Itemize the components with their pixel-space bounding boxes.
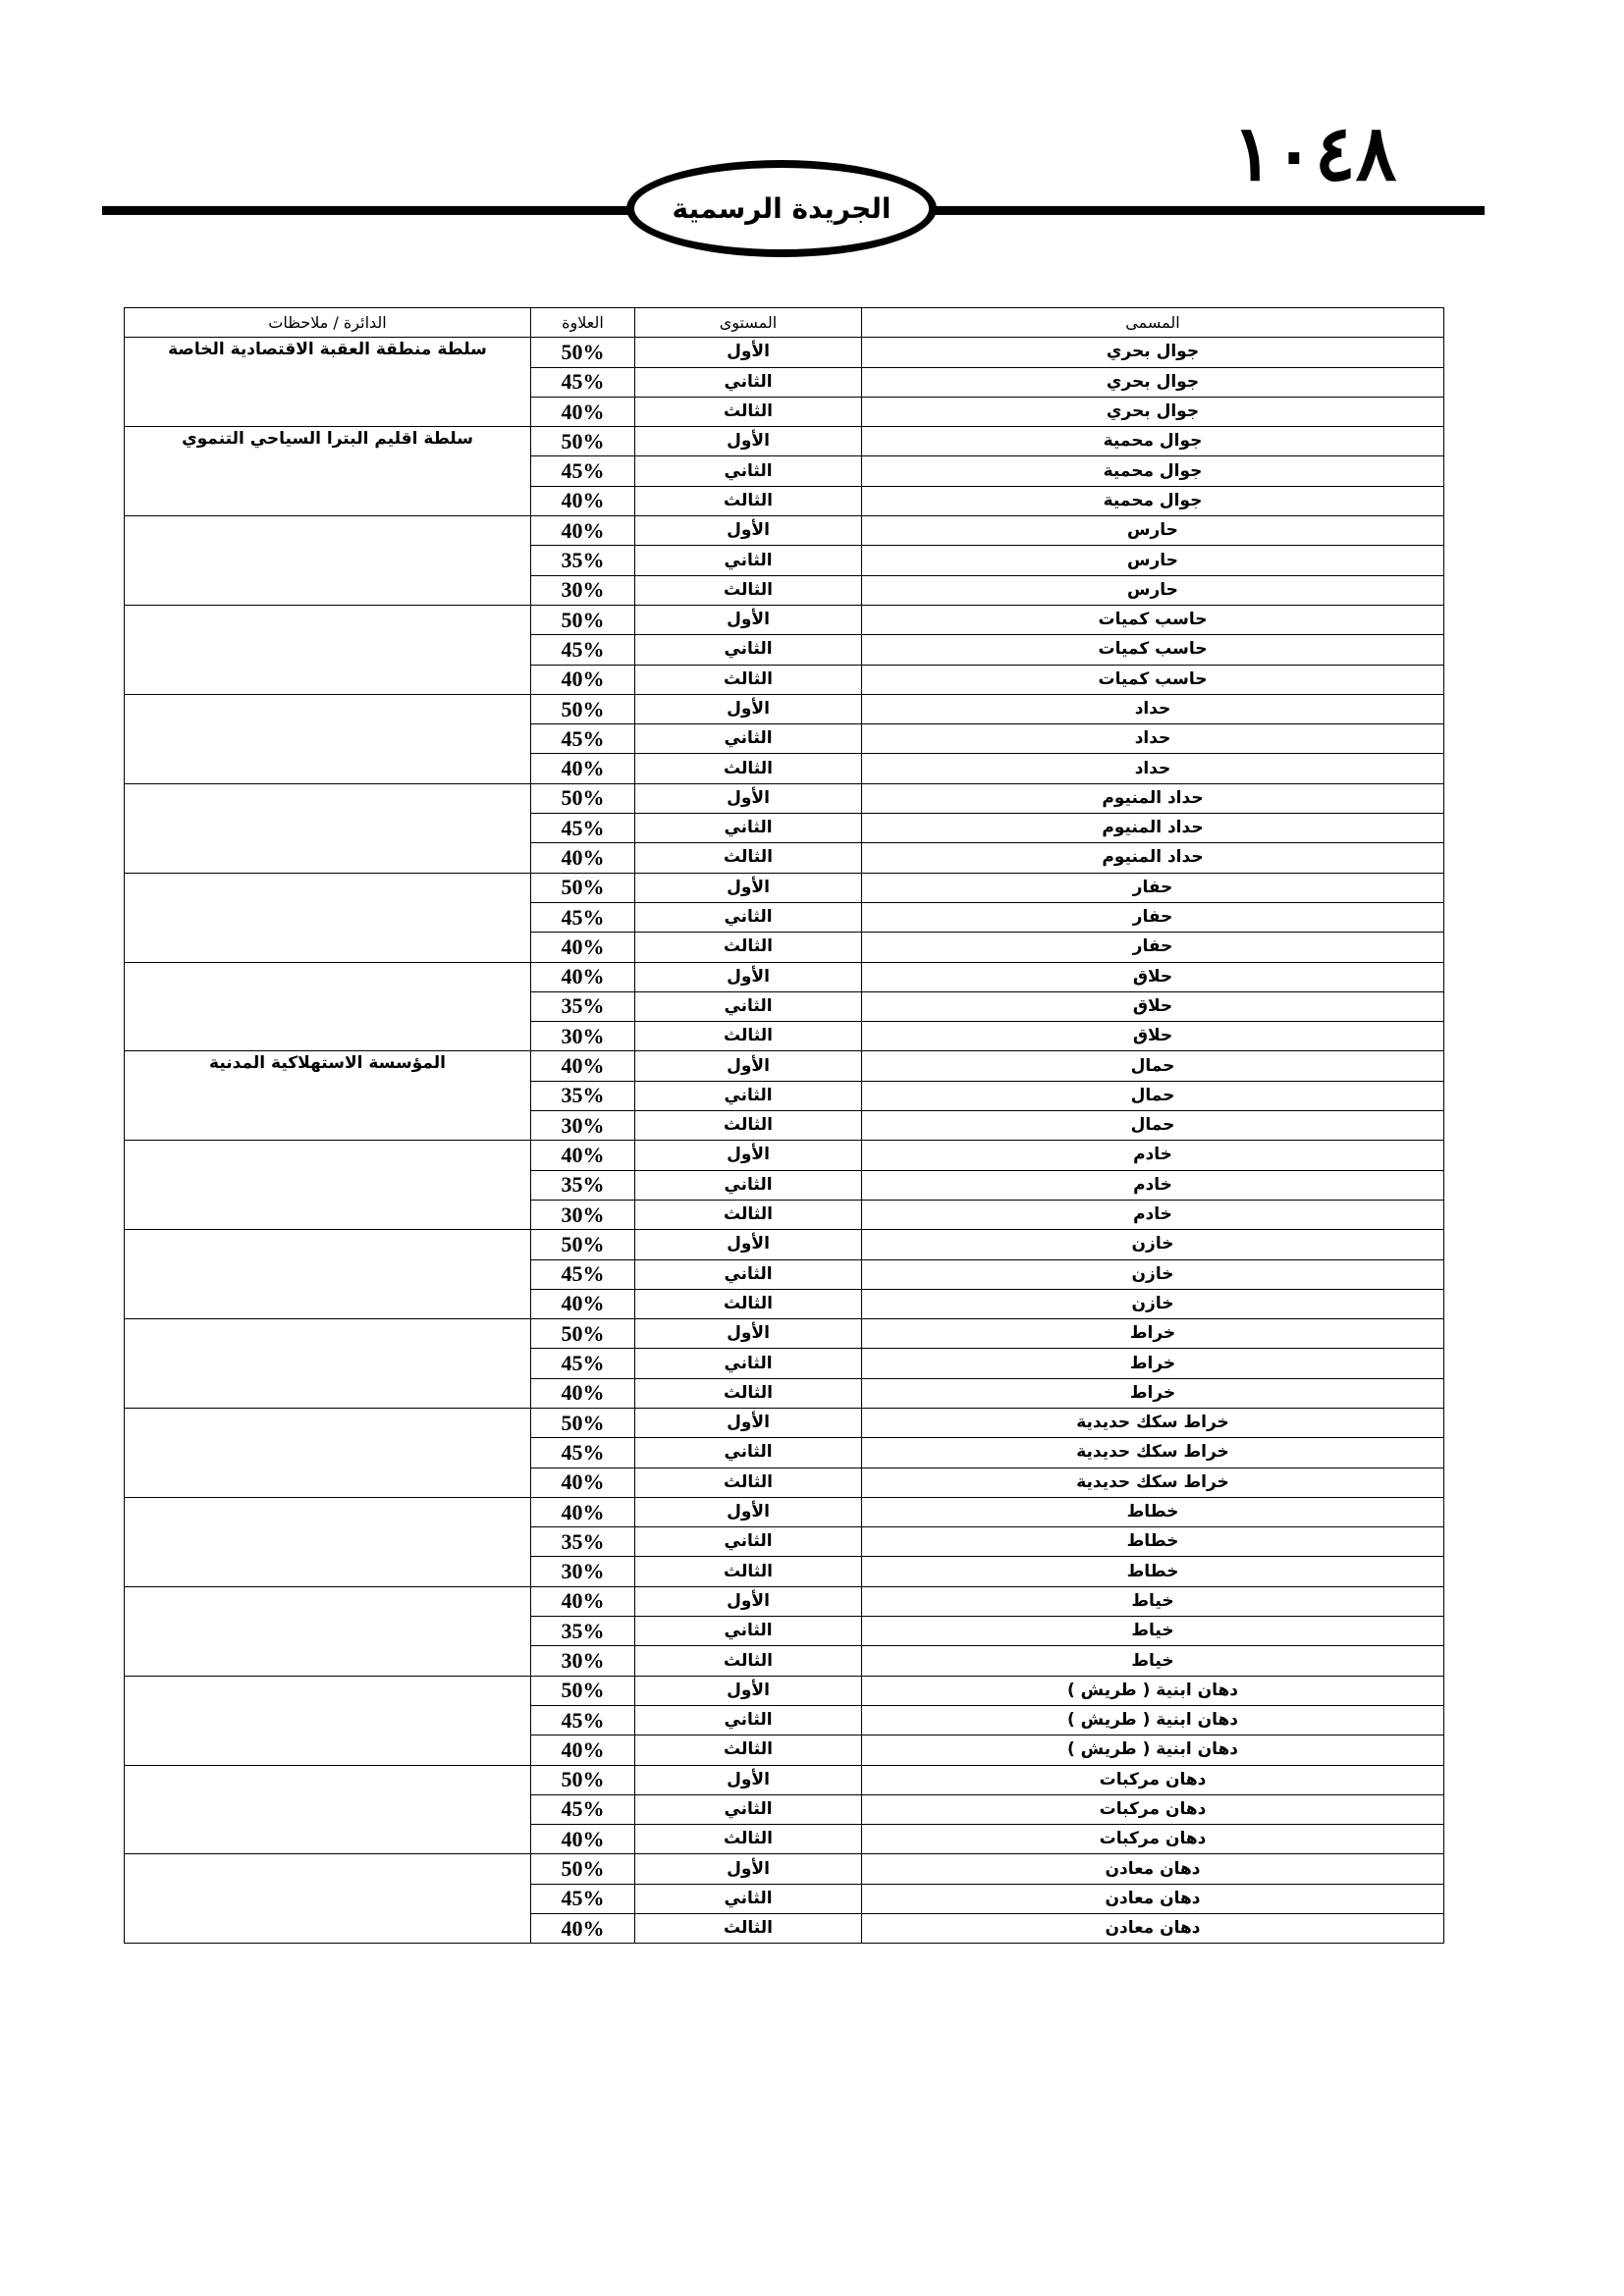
page-number: ١٠٤٨ [1232,109,1397,198]
allowance-cell: 50% [531,338,635,367]
level-cell: الثاني [635,1705,862,1735]
department-cell [125,694,531,783]
department-cell [125,1586,531,1676]
job-title-cell: خياط [862,1646,1444,1676]
allowance-cell: 40% [531,1141,635,1170]
job-title-cell: حفار [862,933,1444,962]
level-cell: الثالث [635,1111,862,1141]
level-cell: الثالث [635,933,862,962]
job-title-cell: جوال بحري [862,338,1444,367]
level-cell: الثاني [635,1617,862,1646]
level-cell: الأول [635,1408,862,1437]
job-title-cell: خراط سكك حديدية [862,1438,1444,1468]
allowance-cell: 40% [531,1468,635,1497]
level-cell: الثالث [635,1646,862,1676]
level-cell: الثالث [635,575,862,605]
level-cell: الثاني [635,1438,862,1468]
level-cell: الأول [635,694,862,723]
table-row [125,1319,1444,1349]
job-title-cell: حاسب كميات [862,635,1444,665]
job-title-cell: خازن [862,1230,1444,1259]
level-cell: الثالث [635,1914,862,1944]
job-title-cell: خطاط [862,1527,1444,1557]
allowance-cell: 40% [531,486,635,515]
level-cell: الأول [635,1497,862,1526]
job-title-cell: خياط [862,1617,1444,1646]
allowance-cell: 40% [531,1378,635,1408]
table-row [125,427,1444,456]
table-body [125,338,1444,1944]
table-row [125,1854,1444,1884]
job-title-cell: دهان مركبات [862,1765,1444,1794]
allowance-cell: 40% [531,933,635,962]
level-cell: الأول [635,1051,862,1081]
allowance-cell: 50% [531,1230,635,1259]
allowance-cell: 40% [531,1497,635,1526]
level-cell: الثاني [635,456,862,486]
job-title-cell: حاسب كميات [862,665,1444,694]
job-title-cell: حارس [862,575,1444,605]
job-title-cell: خياط [862,1586,1444,1616]
job-title-cell: حداد المنيوم [862,783,1444,813]
job-title-cell: حداد المنيوم [862,814,1444,843]
allowance-cell: 40% [531,1735,635,1765]
level-cell: الثالث [635,754,862,783]
level-cell: الثاني [635,367,862,397]
job-title-cell: جوال بحري [862,397,1444,426]
allowance-cell: 50% [531,694,635,723]
column-header-level: المستوى [635,308,862,338]
table-row [125,1497,1444,1526]
level-cell: الثالث [635,843,862,873]
department-cell [125,1230,531,1319]
table-row [125,873,1444,902]
level-cell: الثالث [635,1825,862,1854]
table-row [125,694,1444,723]
level-cell: الأول [635,1765,862,1794]
allowance-cell: 40% [531,962,635,991]
level-cell: الثاني [635,1081,862,1110]
level-cell: الثاني [635,1170,862,1200]
level-cell: الأول [635,1586,862,1616]
allowance-cell: 40% [531,754,635,783]
table-row [125,516,1444,546]
level-cell: الثالث [635,397,862,426]
level-cell: الثالث [635,1200,862,1229]
job-title-cell: حفار [862,873,1444,902]
job-title-cell: خادم [862,1141,1444,1170]
allowance-cell: 35% [531,1170,635,1200]
allowance-cell: 40% [531,843,635,873]
level-cell: الثاني [635,1527,862,1557]
allowance-cell: 30% [531,1200,635,1229]
job-title-cell: دهان معادن [862,1854,1444,1884]
department-cell: سلطة اقليم البترا السياحي التنموي [125,427,531,516]
level-cell: الأول [635,1854,862,1884]
job-title-cell: حداد [862,724,1444,754]
allowance-cell: 50% [531,1854,635,1884]
allowance-cell: 40% [531,397,635,426]
table-row [125,1765,1444,1794]
level-cell: الأول [635,516,862,546]
allowance-cell: 40% [531,516,635,546]
allowance-cell: 45% [531,1438,635,1468]
allowance-cell: 45% [531,1705,635,1735]
allowance-cell: 35% [531,1527,635,1557]
allowance-cell: 50% [531,1319,635,1349]
department-cell [125,605,531,694]
publication-title: الجريدة الرسمية [672,192,892,225]
table-row [125,783,1444,813]
allowance-cell: 40% [531,1289,635,1318]
level-cell: الثاني [635,1884,862,1913]
allowance-cell: 45% [531,1259,635,1289]
level-cell: الثالث [635,1735,862,1765]
table-row [125,1408,1444,1437]
allowance-cell: 50% [531,873,635,902]
department-cell [125,783,531,873]
table-row [125,605,1444,634]
allowance-cell: 35% [531,1617,635,1646]
job-title-cell: حارس [862,546,1444,575]
job-title-cell: خراط سكك حديدية [862,1468,1444,1497]
job-title-cell: خراط سكك حديدية [862,1408,1444,1437]
job-title-cell: حداد [862,754,1444,783]
allowance-cell: 50% [531,783,635,813]
department-cell [125,873,531,962]
table-header-row [125,308,1444,338]
allowance-cell: 50% [531,1765,635,1794]
level-cell: الأول [635,1230,862,1259]
allowance-cell: 30% [531,1111,635,1141]
department-cell [125,1319,531,1409]
job-title-cell: حلاق [862,991,1444,1021]
job-title-cell: دهان معادن [862,1914,1444,1944]
level-cell: الأول [635,1319,862,1349]
level-cell: الأول [635,338,862,367]
job-title-cell: دهان ابنية ( طريش ) [862,1676,1444,1705]
level-cell: الأول [635,605,862,634]
publication-title-oval [626,160,937,257]
job-title-cell: خادم [862,1200,1444,1229]
allowance-cell: 45% [531,1349,635,1378]
department-cell [125,516,531,606]
department-cell [125,1141,531,1230]
allowance-cell: 30% [531,1646,635,1676]
job-title-cell: دهان مركبات [862,1825,1444,1854]
table-row [125,962,1444,991]
allowance-cell: 35% [531,546,635,575]
job-title-cell: خراط [862,1319,1444,1349]
job-title-cell: دهان ابنية ( طريش ) [862,1705,1444,1735]
level-cell: الثالث [635,1557,862,1586]
level-cell: الأول [635,427,862,456]
department-cell [125,962,531,1051]
allowance-cell: 45% [531,1794,635,1824]
table-row [125,1676,1444,1705]
level-cell: الثالث [635,1468,862,1497]
column-header-name: المسمى [862,308,1444,338]
job-title-cell: حاسب كميات [862,605,1444,634]
job-title-cell: خطاط [862,1557,1444,1586]
job-title-cell: دهان مركبات [862,1794,1444,1824]
allowance-cell: 35% [531,991,635,1021]
job-title-cell: دهان معادن [862,1884,1444,1913]
department-cell [125,1497,531,1586]
table-row [125,1230,1444,1259]
level-cell: الثاني [635,635,862,665]
level-cell: الثاني [635,1794,862,1824]
level-cell: الثاني [635,1259,862,1289]
allowance-cell: 45% [531,724,635,754]
allowance-cell: 45% [531,814,635,843]
job-title-cell: جوال محمية [862,427,1444,456]
allowance-cell: 40% [531,665,635,694]
allowance-cell: 40% [531,1051,635,1081]
column-header-allowance: العلاوة [531,308,635,338]
department-cell: سلطة منطقة العقبة الاقتصادية الخاصة [125,338,531,427]
column-header-department: الدائرة / ملاحظات [125,308,531,338]
level-cell: الأول [635,962,862,991]
level-cell: الثاني [635,991,862,1021]
job-title-cell: جوال محمية [862,456,1444,486]
allowance-cell: 45% [531,1884,635,1913]
header-rule-right [935,206,1485,215]
level-cell: الثاني [635,902,862,932]
job-title-cell: حمال [862,1111,1444,1141]
level-cell: الثالث [635,665,862,694]
job-title-cell: خراط [862,1349,1444,1378]
level-cell: الثاني [635,546,862,575]
allowance-cell: 45% [531,456,635,486]
level-cell: الأول [635,873,862,902]
job-title-cell: خازن [862,1289,1444,1318]
table-row [125,338,1444,367]
table-row [125,1051,1444,1081]
level-cell: الثالث [635,486,862,515]
level-cell: الثاني [635,814,862,843]
department-cell [125,1676,531,1765]
table-row [125,1141,1444,1170]
job-title-cell: حفار [862,902,1444,932]
job-title-cell: خازن [862,1259,1444,1289]
job-title-cell: حداد المنيوم [862,843,1444,873]
job-title-cell: جوال بحري [862,367,1444,397]
allowance-cell: 30% [531,1557,635,1586]
header-rule-left [102,206,630,215]
department-cell: المؤسسة الاستهلاكية المدنية [125,1051,531,1141]
level-cell: الأول [635,1141,862,1170]
job-title-cell: دهان ابنية ( طريش ) [862,1735,1444,1765]
allowances-table [124,307,1444,1944]
allowance-cell: 35% [531,1081,635,1110]
level-cell: الثالث [635,1022,862,1051]
allowance-cell: 40% [531,1914,635,1944]
job-title-cell: حلاق [862,1022,1444,1051]
allowance-cell: 50% [531,1408,635,1437]
allowance-cell: 45% [531,635,635,665]
job-title-cell: حمال [862,1081,1444,1110]
department-cell [125,1765,531,1854]
allowance-cell: 30% [531,1022,635,1051]
allowance-cell: 50% [531,1676,635,1705]
department-cell [125,1854,531,1944]
level-cell: الأول [635,783,862,813]
job-title-cell: جوال محمية [862,486,1444,515]
level-cell: الثاني [635,724,862,754]
allowance-cell: 40% [531,1586,635,1616]
job-title-cell: خادم [862,1170,1444,1200]
level-cell: الثالث [635,1289,862,1318]
level-cell: الثاني [635,1349,862,1378]
allowance-cell: 30% [531,575,635,605]
allowance-cell: 45% [531,367,635,397]
allowance-cell: 45% [531,902,635,932]
job-title-cell: حمال [862,1051,1444,1081]
allowance-cell: 50% [531,605,635,634]
job-title-cell: حارس [862,516,1444,546]
level-cell: الأول [635,1676,862,1705]
allowance-cell: 40% [531,1825,635,1854]
job-title-cell: خطاط [862,1497,1444,1526]
job-title-cell: خراط [862,1378,1444,1408]
department-cell [125,1408,531,1497]
allowance-cell: 50% [531,427,635,456]
job-title-cell: حداد [862,694,1444,723]
job-title-cell: حلاق [862,962,1444,991]
level-cell: الثالث [635,1378,862,1408]
table-row [125,1586,1444,1616]
